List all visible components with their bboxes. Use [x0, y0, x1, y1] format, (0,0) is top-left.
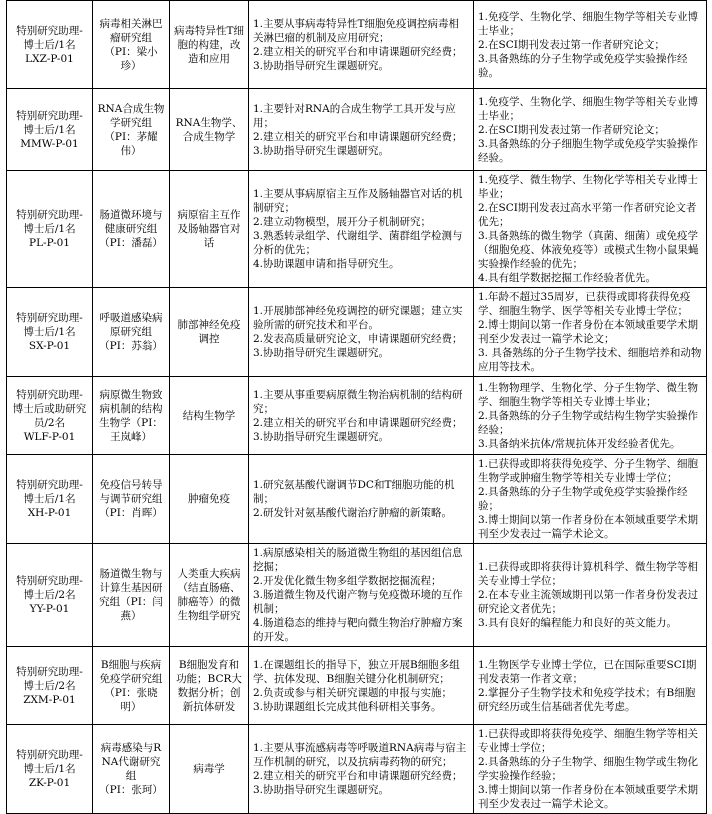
group-name: 呼吸道感染病原研究组	[99, 312, 163, 338]
group-cell	[93, 647, 170, 725]
requirements-cell	[474, 725, 707, 814]
positions-table	[6, 0, 707, 814]
group-pi: （PI：茅耀伟）	[104, 130, 158, 157]
position-code: SX-P-01	[28, 340, 71, 352]
duties-cell	[249, 1, 474, 89]
group-cell	[93, 1, 170, 89]
requirement-item: 3.博士期间以第一作者身份在本领域重要学术期刊至少发表过一篇学术论文。	[478, 784, 699, 810]
positions-table-body	[7, 1, 707, 814]
position-code: ZXM-P-01	[23, 693, 76, 706]
table-row	[7, 647, 707, 725]
position-cell	[7, 288, 93, 377]
duty-item: 1.主要从事病原宿主互作及肠轴器官对话的机制研究；	[253, 188, 463, 214]
position-text: 特别研究助理-博士后/1名	[16, 749, 83, 775]
duty-item: 2.建立相关的研究平台和申请课题研究经费；	[253, 770, 463, 782]
duty-item: 2.建立相关的研究平台和申请课题研究经费；	[253, 45, 463, 58]
research-direction: 病毒特异性T细胞的构建，改造和应用	[174, 24, 245, 65]
position-text: 特别研究助理-博士后/1名	[16, 109, 83, 136]
duty-item: 3.协助指导研究生课题研究。	[253, 144, 390, 157]
requirement-item: 2.博士期间以第一作者身份在本领域重要学术期刊至少发表过一篇学术论文；	[478, 319, 699, 345]
requirements-cell	[474, 171, 707, 288]
group-cell	[93, 377, 170, 455]
requirement-item: 3.具备纳米抗体/常规抗体开发经验者优先。	[478, 437, 681, 450]
duty-item: 2.研发针对氨基酸代谢治疗肿瘤的新策略。	[253, 507, 453, 519]
group-cell	[93, 544, 170, 647]
duty-item: 2.发表高质量研究论文，申请课题研究经费；	[253, 333, 463, 345]
duty-item: 3.协助指导研究生课题研究。	[253, 347, 390, 359]
position-code: YY-P-01	[29, 603, 70, 615]
duties-cell	[249, 647, 474, 725]
position-cell	[7, 647, 93, 725]
table-row	[7, 89, 707, 171]
table-row	[7, 171, 707, 288]
group-name: B细胞与疾病免疫学研究组	[99, 658, 163, 685]
group-name: 肠道微生物与计算生基因研究组（PI：闫燕）	[99, 568, 163, 622]
requirement-item: 3.具有良好的编程能力和良好的英文能力。	[478, 617, 678, 629]
research-direction: B细胞发育和功能；BCR大数据分析；创新抗体研发	[176, 658, 242, 713]
group-pi: （PI：张晓明）	[104, 686, 158, 713]
position-code: XH-P-01	[27, 507, 72, 519]
requirement-item: 1.已获得或即将获得免疫学、分子生物学、细胞生物学或肿瘤生物学等相关专业博士学位；	[478, 458, 699, 484]
research-direction: 结构生物学	[182, 409, 236, 422]
position-text: 特别研究助理-博士后或助研究员/2名	[12, 388, 87, 429]
requirement-item: 2.具备熟练的分子生物学或结构生物学实验操作经验；	[478, 409, 699, 436]
duty-item: 1.开展肺部神经免疫调控的研究课题；建立实验所需的研究技术和平台。	[253, 305, 463, 331]
group-cell	[93, 455, 170, 544]
duty-item: 3.肠道微生物及代谢产物与免疫微环境的互作机制；	[253, 589, 463, 615]
research-direction: 肿瘤免疫	[188, 493, 230, 505]
requirement-item: 3.博士期间以第一作者身份在本领域重要学术期刊至少发表过一篇学术论文。	[478, 514, 699, 540]
group-name: 病原微生物致病机制的结构生物学（PI：王岚峰）	[99, 388, 163, 443]
requirement-item: 3.具备熟练的分子细胞生物学或免疫学实验操作经验。	[478, 137, 699, 164]
position-text: 特别研究助理-博士后/2名	[16, 665, 83, 692]
group-name: 免疫信号转导与调节研究组	[99, 479, 163, 505]
research-direction: RNA生物学、合成生物学	[175, 116, 243, 143]
direction-cell	[170, 725, 249, 814]
requirements-cell	[474, 1, 707, 89]
position-text: 特别研究助理-博士后/1名	[16, 479, 83, 505]
requirement-item: 2.掌握分子生物学技术和免疫学技术；有B细胞研究经历或生信基础者优先考虑。	[478, 686, 696, 713]
duty-item: 1.病原感染相关的肠道微生物组的基因组信息挖掘；	[253, 547, 463, 573]
requirement-item: 3.具备熟练的分子生物学或免疫学实验操作经验。	[478, 52, 688, 79]
requirements-cell	[474, 647, 707, 725]
table-row	[7, 288, 707, 377]
requirements-cell	[474, 455, 707, 544]
position-cell	[7, 544, 93, 647]
group-pi: （PI：梁小珍）	[104, 45, 158, 72]
group-pi: （PI：肖晖）	[99, 507, 163, 519]
requirement-item: 3. 具备熟练的分子生物学技术、细胞培养和动物应用等技术。	[478, 347, 702, 373]
duty-item: 1.主要针对RNA的合成生物学工具开发与应用；	[253, 102, 456, 129]
requirement-item: 2.在SCI期刊发表过高水平第一作者研究论文者优先；	[478, 202, 697, 228]
duty-item: 1.主要从事重要病原微生物治病机制的结构研究；	[253, 388, 463, 415]
group-name: RNA合成生物学研究组	[97, 102, 165, 129]
table-row	[7, 544, 707, 647]
requirement-item: 1.年龄不超过35周岁，已获得或即将获得免疫学、细胞生物学、医学等相关专业博士学位；	[478, 291, 691, 317]
duties-cell	[249, 725, 474, 814]
position-code: PL-P-01	[29, 237, 70, 249]
requirement-item: 2.在本专业主流领域期刊以第一作者身份发表过研究论文者优先；	[478, 589, 699, 615]
duty-item: 3.熟悉转录组学、代谢组学、菌群组学检测与分析的优先；	[253, 230, 463, 256]
table-row	[7, 377, 707, 455]
duties-cell	[249, 288, 474, 377]
duty-item: 4.肠道稳态的维持与靶向微生物治疗肿瘤方案的开发。	[253, 617, 463, 643]
research-direction: 人类重大疾病（结直肠癌、肺癌等）的微生物组学研究	[177, 568, 241, 622]
requirement-item: 2.在SCI期刊发表过第一作者研究论文；	[478, 38, 665, 51]
duty-item: 1.主要从事病毒特异性T细胞免疫调控病毒相关淋巴瘤的机制及应用研究；	[253, 17, 460, 44]
requirement-item: 1.免疫学、生物化学、细胞生物学等相关专业博士毕业；	[478, 95, 699, 122]
requirement-item: 1.免疫学、生物化学、细胞生物学等相关专业博士毕业；	[478, 10, 699, 37]
group-pi: （PI：苏翁）	[99, 340, 163, 352]
direction-cell	[170, 171, 249, 288]
duty-item: 2.建立相关的研究平台和申请课题研究经费；	[253, 416, 463, 429]
duties-cell	[249, 455, 474, 544]
position-code: MMW-P-01	[20, 137, 79, 150]
requirements-cell	[474, 89, 707, 171]
duty-item: 4.协助课题申请和指导研究生。	[253, 258, 400, 270]
requirement-item: 2.具备熟练的分子生物学、细胞生物学或生物化学实验操作经验；	[478, 756, 699, 782]
requirement-item: 1.已获得或即将获得免疫学、细胞生物学等相关专业博士学位；	[478, 728, 699, 754]
duty-item: 3.协助指导研究生课题研究。	[253, 59, 390, 72]
group-name: 病毒感染与RNA代谢研究组	[100, 742, 162, 782]
group-pi: （PI：张珂）	[99, 784, 163, 796]
position-code: WLF-P-01	[23, 430, 76, 443]
group-cell	[93, 288, 170, 377]
requirements-cell	[474, 544, 707, 647]
requirement-item: 2.具备熟练的分子生物学或免疫学实验操作经验；	[478, 486, 688, 512]
position-cell	[7, 377, 93, 455]
requirement-item: 2.在SCI期刊发表过第一作者研究论文；	[478, 123, 665, 136]
requirements-cell	[474, 377, 707, 455]
duties-cell	[249, 377, 474, 455]
table-row	[7, 1, 707, 89]
direction-cell	[170, 544, 249, 647]
table-row	[7, 725, 707, 814]
research-direction: 病毒学	[193, 763, 225, 775]
group-pi: （PI：潘磊）	[99, 237, 163, 249]
direction-cell	[170, 1, 249, 89]
direction-cell	[170, 377, 249, 455]
duty-item: 3.协助课题组长完成其他科研相关事务。	[253, 700, 442, 713]
duty-item: 3.协助指导研究生课题研究。	[253, 430, 390, 443]
requirement-item: 1.生物物理学、生物化学、分子生物学、微生物学、细胞生物学等相关专业博士毕业；	[478, 381, 699, 408]
duty-item: 2.建立相关的研究平台和申请课题研究经费；	[253, 130, 463, 143]
requirement-item: 1.生物医学专业博士学位，已在国际重要SCI期刊发表第一作者文章；	[478, 658, 697, 685]
position-text: 特别研究助理-博士后/1名	[16, 24, 83, 51]
requirement-item: 1.已获得或即将获得计算机科学、微生物学等相关专业博士学位；	[478, 561, 699, 587]
requirement-item: 4.具有组学数据挖掘工作经验者优先。	[478, 272, 657, 284]
duties-cell	[249, 171, 474, 288]
duty-item: 1.主要从事流感病毒等呼吸道RNA病毒与宿主互作机制的研究，以及抗病毒药物的研究；	[253, 742, 467, 768]
direction-cell	[170, 455, 249, 544]
group-name: 病毒相关淋巴瘤研究组	[99, 17, 163, 44]
position-code: ZK-P-01	[28, 777, 71, 789]
table-row	[7, 455, 707, 544]
direction-cell	[170, 89, 249, 171]
duty-item: 2.负责或参与相关研究课题的申报与实施；	[253, 686, 453, 699]
group-cell	[93, 725, 170, 814]
duty-item: 2.开发优化微生物多组学数据挖掘流程；	[253, 575, 442, 587]
position-text: 特别研究助理-博士后/1名	[16, 209, 83, 235]
direction-cell	[170, 647, 249, 725]
position-cell	[7, 171, 93, 288]
requirement-item: 3.具备熟练的微生物学（真菌、细菌）或免疫学（细胞免疫、体液免疫等）或模式生物小鼠果蝇实验操作经验的优先；	[478, 230, 699, 270]
duties-cell	[249, 89, 474, 171]
requirements-cell	[474, 288, 707, 377]
position-text: 特别研究助理-博士后/2名	[16, 575, 83, 601]
duty-item: 1.研究氨基酸代谢调节DC和T细胞功能的机制；	[253, 479, 455, 505]
group-cell	[93, 89, 170, 171]
group-cell	[93, 171, 170, 288]
position-cell	[7, 89, 93, 171]
research-direction: 肺部神经免疫调控	[177, 319, 241, 345]
requirement-item: 1.免疫学、微生物学、生物化学等相关专业博士毕业；	[478, 174, 699, 200]
duty-item: 3.协助指导研究生课题研究。	[253, 784, 390, 796]
position-cell	[7, 455, 93, 544]
position-text: 特别研究助理-博士后/1名	[16, 312, 83, 338]
group-name: 肠道微环境与健康研究组	[99, 209, 163, 235]
duties-cell	[249, 544, 474, 647]
duty-item: 2.建立动物模型，展开分子机制研究；	[253, 216, 432, 228]
position-code: LXZ-P-01	[25, 52, 74, 65]
research-direction: 病原宿主互作及肠轴器官对话	[177, 209, 241, 249]
duty-item: 1.在课题组长的指导下，独立开展B细胞多组学、抗体发现、B细胞关键分化机制研究；	[253, 658, 460, 685]
position-cell	[7, 1, 93, 89]
direction-cell	[170, 288, 249, 377]
position-cell	[7, 725, 93, 814]
